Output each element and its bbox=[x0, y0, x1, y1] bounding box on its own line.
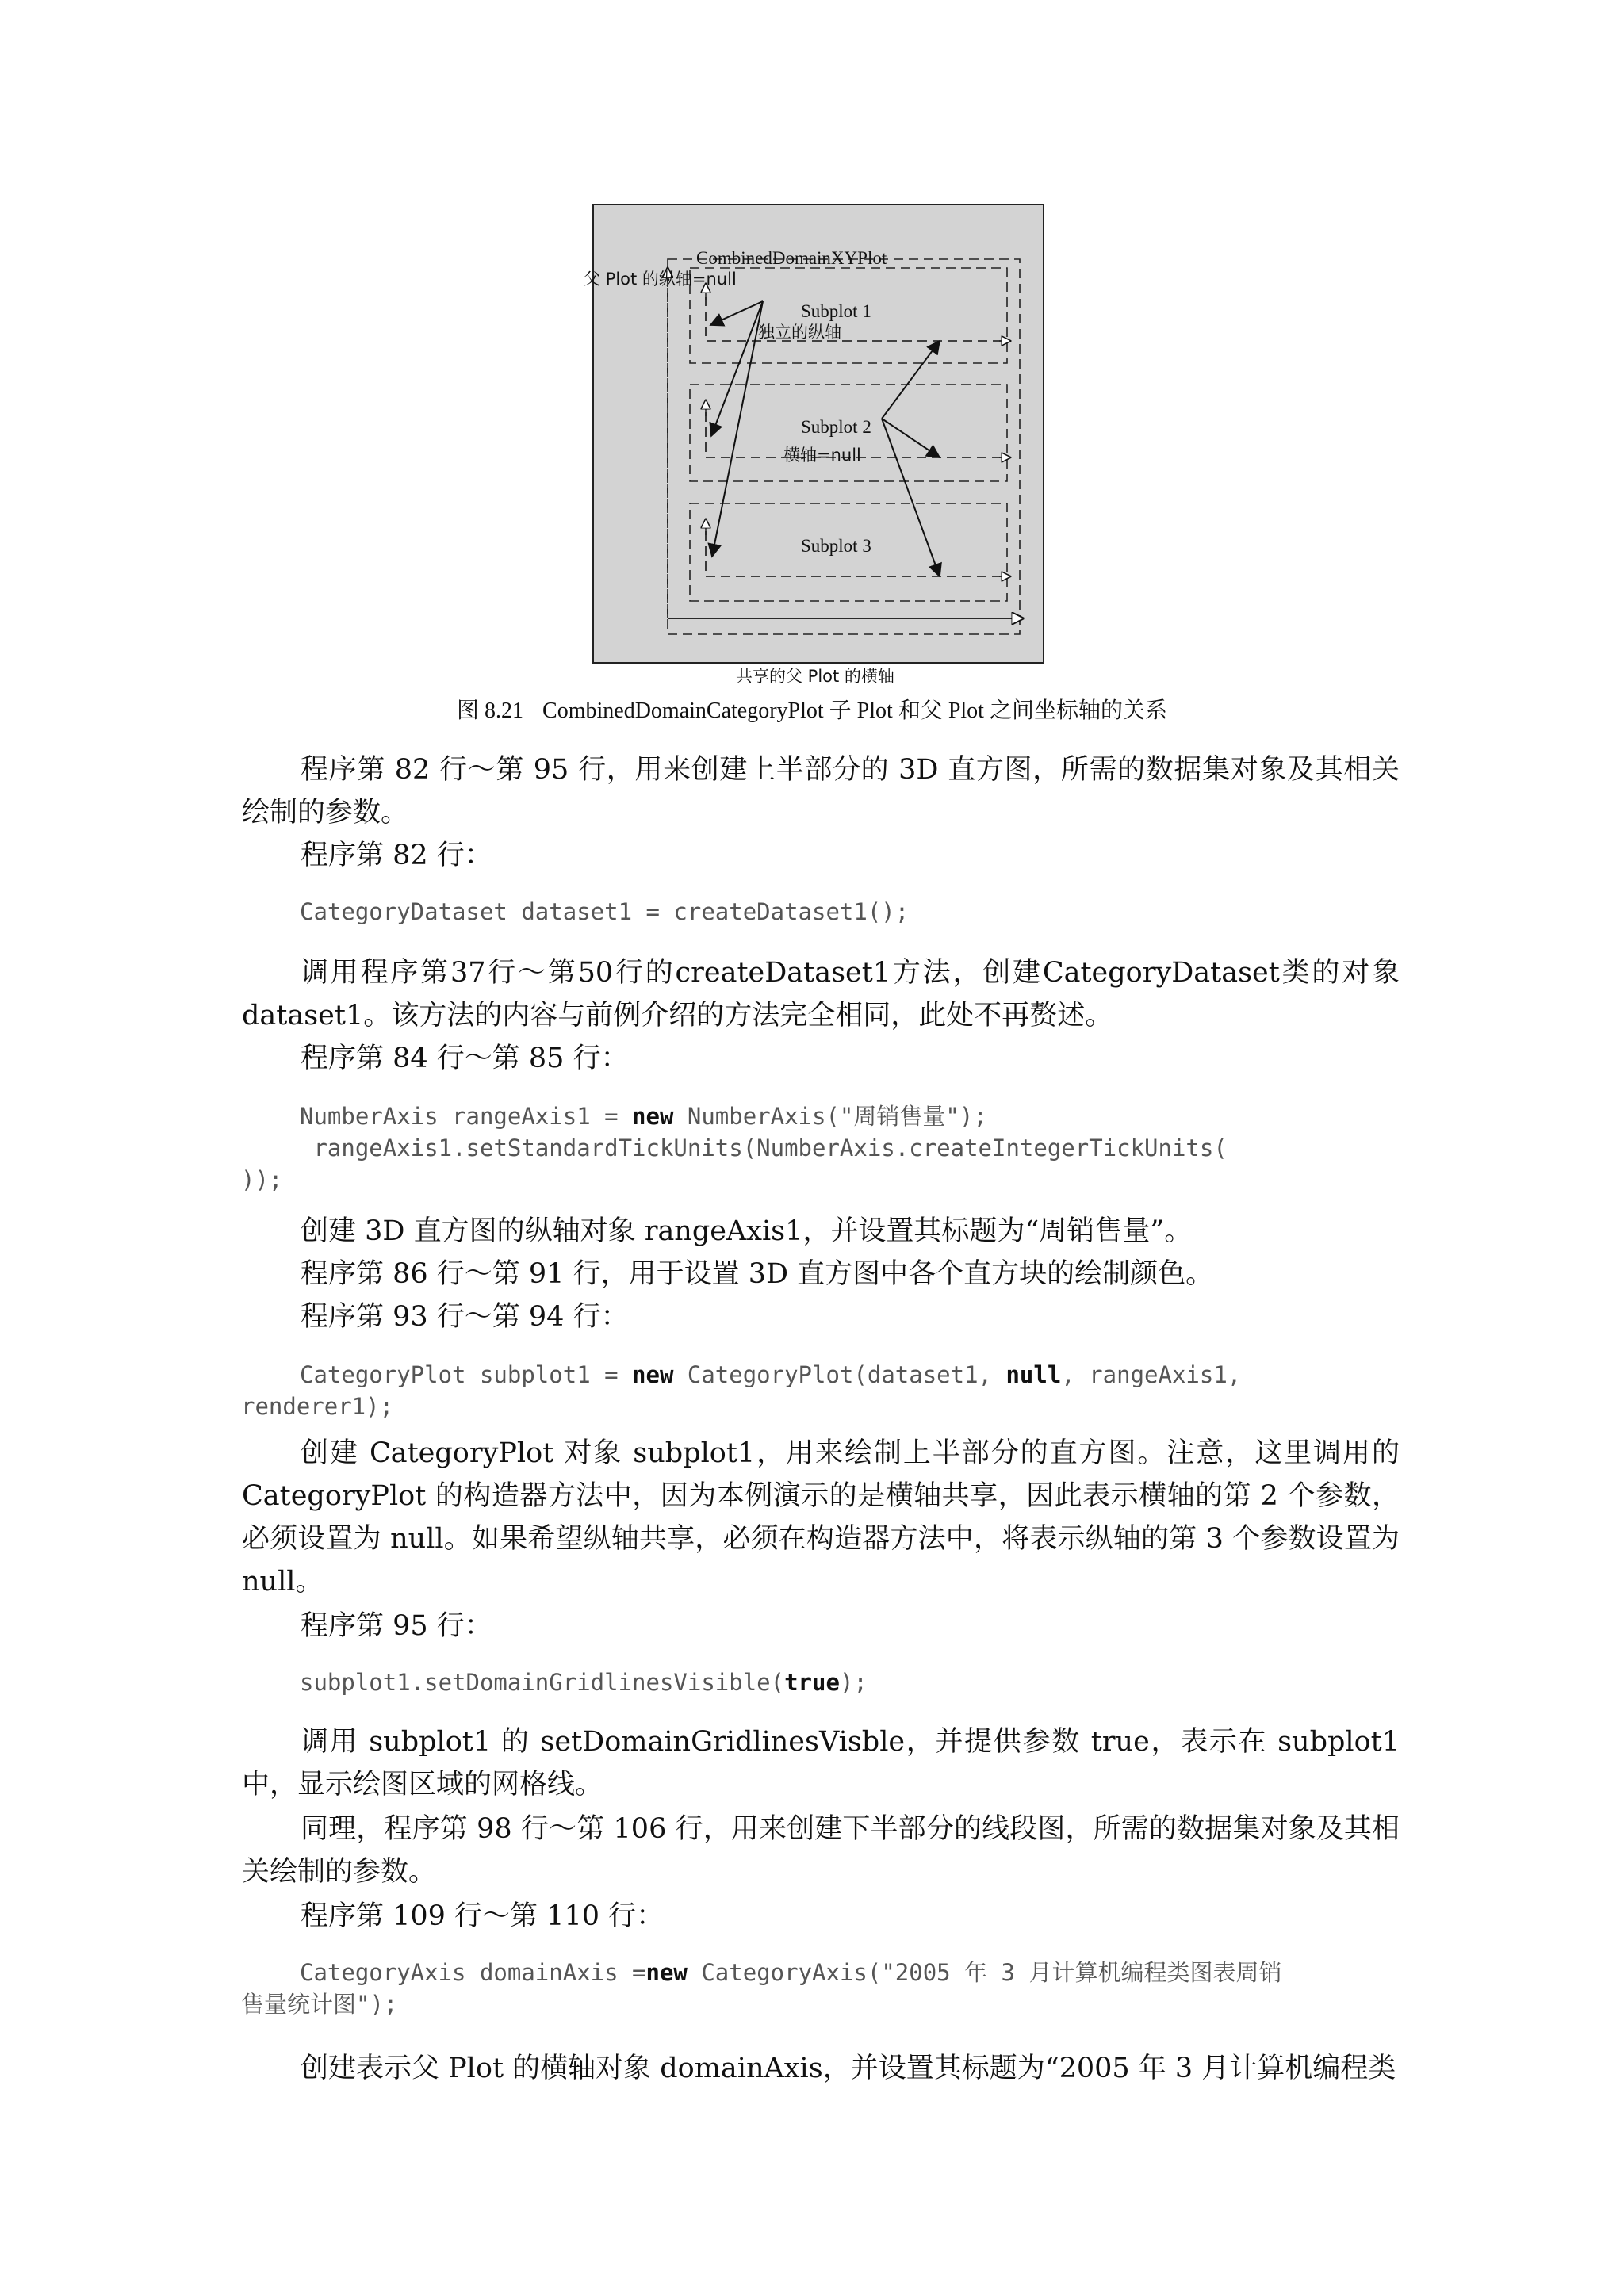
code-block-2: NumberAxis rangeAxis1 = new NumberAxis("周销售量"); rangeAxis1.setStandardTickUnits(NumberAxis.createIntegerTickUnits( )); bbox=[241, 1103, 1228, 1193]
axis-relationship-diagram bbox=[579, 198, 1071, 706]
paragraph-13: 创建表示父 Plot 的横轴对象 domainAxis，并设置其标题为“2005 年 3 月计算机编程类 bbox=[301, 2053, 1396, 2084]
label-independent-axis: 独立的纵轴 bbox=[758, 323, 841, 342]
paragraph-7: 程序第 93 行～第 94 行： bbox=[301, 1301, 629, 1333]
label-x-null: 横轴=null bbox=[783, 446, 861, 465]
paragraph-12: 程序第 109 行～第 110 行： bbox=[301, 1900, 665, 1932]
label-shared-x-axis: 共享的父 Plot 的横轴 bbox=[736, 667, 894, 686]
code-block-3: CategoryPlot subplot1 = new CategoryPlot(dataset1, null, rangeAxis1, renderer1); bbox=[241, 1361, 1242, 1420]
paragraph-11: 同理，程序第 98 行～第 106 行，用来创建下半部分的线段图，所需的数据集对象及其相关绘制的参数。 bbox=[242, 1813, 1400, 1888]
code-block-5: CategoryAxis domainAxis =new CategoryAxis("2005 年 3 月计算机编程类图表周销 售量统计图"); bbox=[241, 1959, 1282, 2018]
label-subplot2: Subplot 2 bbox=[801, 417, 871, 437]
label-subplot3: Subplot 3 bbox=[801, 536, 871, 556]
paragraph-4: 程序第 84 行～第 85 行： bbox=[301, 1043, 629, 1074]
paragraph-9: 程序第 95 行： bbox=[301, 1610, 492, 1642]
code-block-1: CategoryDataset dataset1 = createDataset1(); bbox=[300, 898, 910, 925]
figure-caption bbox=[0, 693, 1624, 725]
paragraph-6: 程序第 86 行～第 91 行，用于设置 3D 直方图中各个直方块的绘制颜色。 bbox=[301, 1258, 1214, 1290]
paragraph-2: 程序第 82 行： bbox=[301, 840, 492, 871]
figure-number: 图 8.21 bbox=[457, 698, 524, 723]
paragraph-10: 调用 subplot1 的 setDomainGridlinesVisble，并提供参数 true，表示在 subplot1 中，显示绘图区域的网格线。 bbox=[242, 1726, 1400, 1800]
label-subplot1: Subplot 1 bbox=[801, 301, 871, 321]
paragraph-5: 创建 3D 直方图的纵轴对象 rangeAxis1，并设置其标题为“周销售量”。 bbox=[301, 1215, 1193, 1247]
paragraph-8: 创建 CategoryPlot 对象 subplot1，用来绘制上半部分的直方图。注意，这里调用的CategoryPlot 的构造器方法中，因为本例演示的是横轴共享，因此表示横轴的第 2 个参数，必须设置为 null。如果希望纵轴共享，必须在构造器方法中，将表示纵轴的第 3 个参数设置为 null。 bbox=[242, 1437, 1400, 1598]
paragraph-1: 程序第 82 行～第 95 行，用来创建上半部分的 3D 直方图，所需的数据集对象及其相关绘制的参数。 bbox=[242, 754, 1400, 828]
code-block-4: subplot1.setDomainGridlinesVisible(true); bbox=[300, 1669, 868, 1696]
figure-caption-text: CombinedDomainCategoryPlot 子 Plot 和父 Plot 之间坐标轴的关系 bbox=[542, 698, 1167, 723]
label-parent-y-axis: 父 Plot 的纵轴=null bbox=[584, 270, 737, 289]
paragraph-3: 调用程序第37行～第50行的createDataset1方法，创建CategoryDataset类的对象dataset1。该方法的内容与前例介绍的方法完全相同，此处不再赘述。 bbox=[242, 957, 1400, 1031]
label-outer-plot: CombinedDomainXYPlot bbox=[696, 248, 887, 268]
